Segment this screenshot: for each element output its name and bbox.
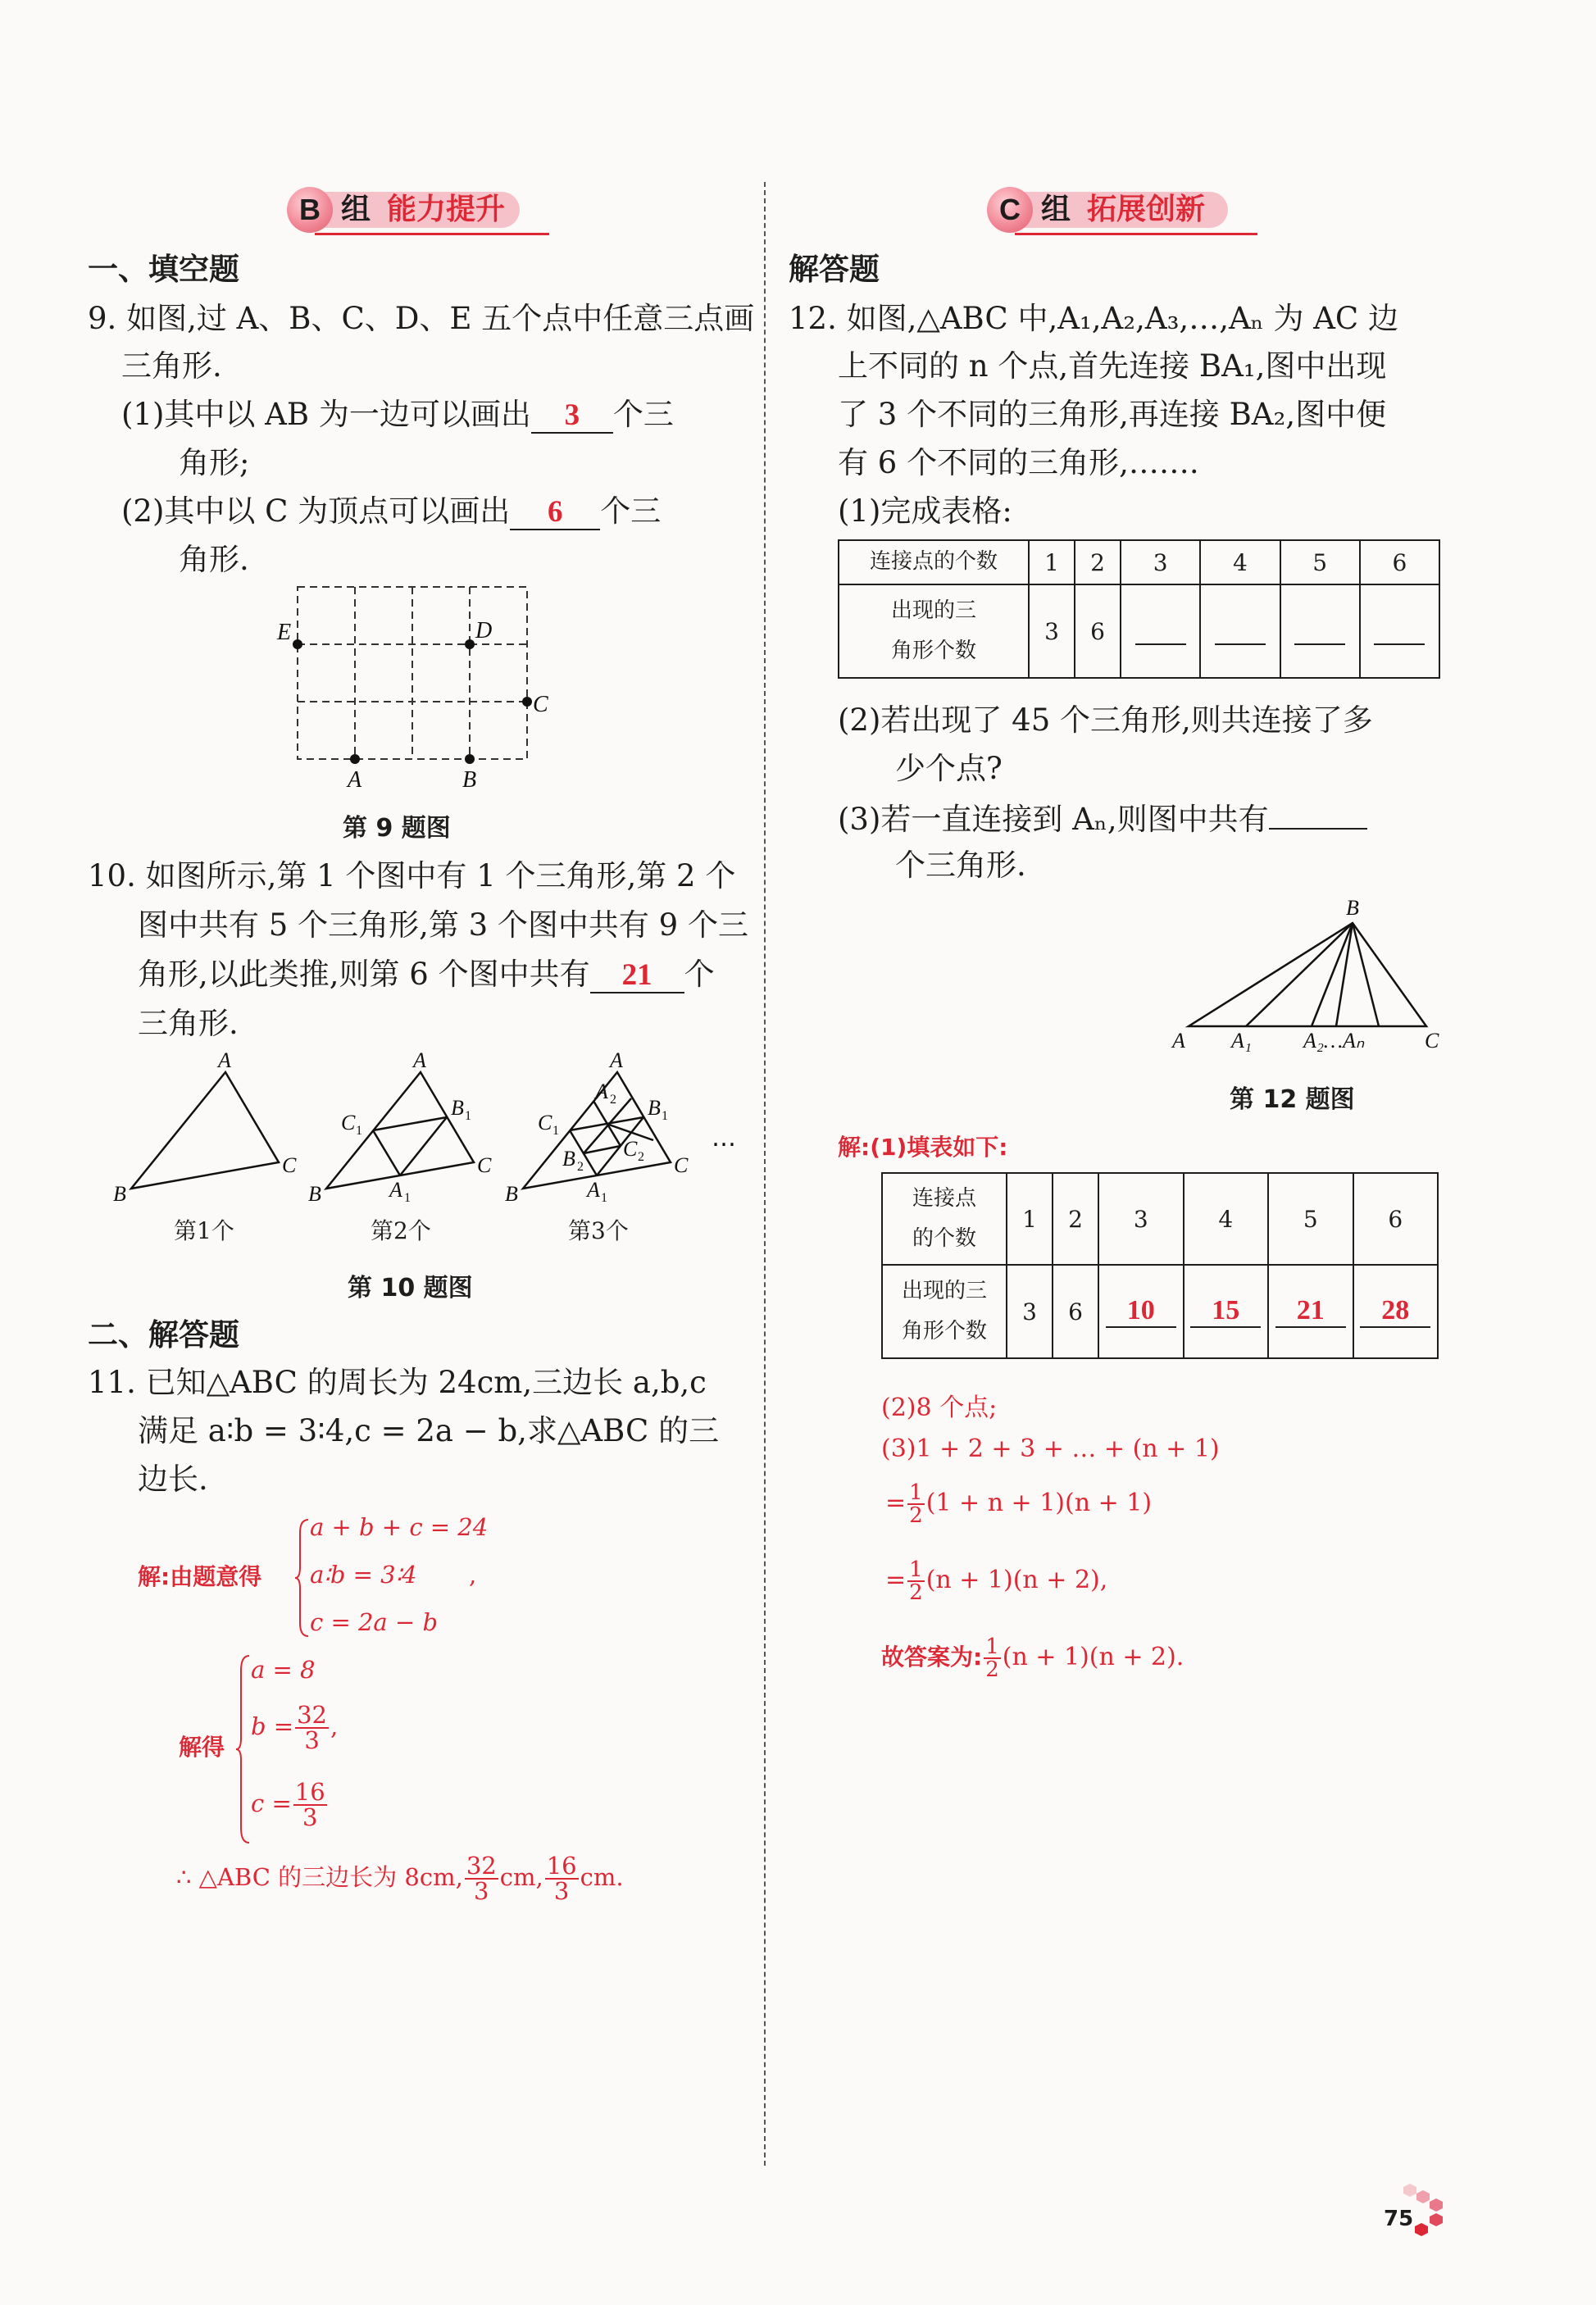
svg-text:C: C bbox=[538, 1111, 552, 1134]
answer-cell: 15 bbox=[1184, 1265, 1269, 1358]
q10-caption: 第 10 题图 bbox=[348, 1274, 473, 1303]
page-number: 75 bbox=[1384, 2207, 1414, 2231]
q9-answer-2: 6 bbox=[510, 497, 600, 530]
answer-cell: 28 bbox=[1353, 1265, 1439, 1358]
answer-cell: 10 bbox=[1098, 1265, 1184, 1358]
q12-sol-3: (3)1 + 2 + 3 + … + (n + 1) bbox=[881, 1434, 1220, 1463]
q11-result-c: c = $\frac{16}{3}$ bbox=[251, 1778, 325, 1831]
svg-text:A₁: A₁ bbox=[1231, 1029, 1252, 1052]
q12-sol-2: (2)8 个点; bbox=[881, 1393, 998, 1422]
q9-part1-line2: 角形; bbox=[179, 445, 250, 480]
q12-part2-line2: 少个点? bbox=[895, 751, 1003, 786]
svg-text:A: A bbox=[1172, 1029, 1185, 1052]
q10-triangles-figure bbox=[107, 1049, 754, 1213]
q12-caption: 第 12 题图 bbox=[1230, 1085, 1355, 1114]
q11-solution-label: 解:由题意得 bbox=[138, 1563, 262, 1590]
point-b bbox=[465, 754, 475, 764]
q11-brace-1 bbox=[295, 1516, 311, 1639]
svg-text:C: C bbox=[1425, 1029, 1439, 1052]
svg-text:C: C bbox=[623, 1137, 638, 1161]
q12-part2-line1: (2)若出现了 45 个三角形,则共连接了多 bbox=[838, 702, 1373, 738]
svg-text:1: 1 bbox=[601, 1191, 607, 1205]
q10-subcaption-2: 第2个 bbox=[371, 1217, 431, 1244]
q12-line4: 有 6 个不同的三角形,……. bbox=[838, 445, 1199, 480]
svg-text:1: 1 bbox=[404, 1191, 411, 1205]
q10-answer: 21 bbox=[590, 960, 684, 993]
q12-line1: 12. 如图,△ABC 中,A₁,A₂,A₃,…,Aₙ 为 AC 边 bbox=[789, 301, 1398, 336]
section-badge: B bbox=[287, 187, 333, 233]
point-d bbox=[465, 639, 475, 649]
blank-cell bbox=[1121, 584, 1200, 678]
section-title: 能力提升 bbox=[387, 193, 506, 226]
q12-line3: 了 3 个不同的三角形,再连接 BA₂,图中便 bbox=[838, 397, 1387, 432]
q12-part3-line2: 个三角形. bbox=[895, 848, 1026, 883]
point-a bbox=[350, 754, 360, 764]
blank-cell bbox=[1360, 584, 1439, 678]
q10-line4: 三角形. bbox=[138, 1006, 239, 1041]
q9-grid-figure bbox=[271, 574, 566, 795]
q12-answer-table: 连接点 的个数 1 2 3 4 5 6 出现的三 角形个数 3 6 10 15 21 28 bbox=[881, 1172, 1439, 1359]
svg-text:B: B bbox=[308, 1182, 321, 1206]
q11-solve-label: 解得 bbox=[179, 1734, 225, 1761]
right-heading: 解答题 bbox=[789, 252, 880, 287]
svg-text:1: 1 bbox=[356, 1124, 362, 1138]
q9-part2: (2)其中以 C 为顶点可以画出 6 个三 bbox=[121, 493, 662, 529]
part1-heading: 一、填空题 bbox=[88, 252, 239, 287]
q9-caption: 第 9 题图 bbox=[343, 814, 451, 843]
svg-text:B: B bbox=[648, 1096, 661, 1120]
svg-text:A: A bbox=[595, 1080, 608, 1103]
q11-line3: 边长. bbox=[138, 1462, 208, 1497]
blank-cell bbox=[1200, 584, 1280, 678]
section-badge: C bbox=[987, 187, 1033, 233]
blank-cell bbox=[1280, 584, 1360, 678]
svg-text:A: A bbox=[413, 1049, 426, 1072]
q10-ellipsis: … bbox=[712, 1124, 736, 1152]
q12-figure bbox=[1164, 885, 1459, 1057]
svg-text:B: B bbox=[113, 1182, 126, 1206]
q9-line2: 三角形. bbox=[121, 348, 222, 384]
q11-line1: 11. 已知△ABC 的周长为 24cm,三边长 a,b,c bbox=[88, 1365, 707, 1400]
q10-subcaption-1: 第1个 bbox=[174, 1217, 234, 1244]
q12-sol-5: = $\frac{1}{2}$ (n + 1)(n + 2), bbox=[885, 1557, 1108, 1605]
q11-result-a: a = 8 bbox=[251, 1656, 316, 1684]
q11-result-b: b = $\frac{32}{3}$ , bbox=[251, 1701, 339, 1754]
q12-part3-line1: (3)若一直连接到 Aₙ,则图中共有 bbox=[838, 802, 1367, 834]
label-a: A bbox=[348, 767, 362, 793]
svg-text:2: 2 bbox=[610, 1093, 616, 1107]
label-c: C bbox=[533, 692, 548, 717]
q12-line2: 上不同的 n 个点,首先连接 BA₁,图中出现 bbox=[838, 348, 1387, 384]
svg-text:C: C bbox=[341, 1111, 356, 1134]
svg-text:B: B bbox=[562, 1147, 575, 1171]
svg-text:A: A bbox=[587, 1178, 600, 1202]
q11-brace-2 bbox=[236, 1653, 252, 1846]
q10-line1: 10. 如图所示,第 1 个图中有 1 个三角形,第 2 个 bbox=[88, 858, 736, 893]
svg-text:C: C bbox=[477, 1153, 492, 1177]
svg-text:A: A bbox=[218, 1049, 231, 1072]
q9-answer-1: 3 bbox=[531, 400, 613, 434]
part2-heading: 二、解答题 bbox=[88, 1317, 239, 1353]
q11-eq-3: c = 2a − b bbox=[310, 1608, 439, 1636]
svg-text:C: C bbox=[282, 1153, 297, 1177]
q12-solution-label: 解:(1)填表如下: bbox=[838, 1134, 1008, 1161]
q10-line3: 角形,以此类推,则第 6 个图中共有 21 个 bbox=[138, 957, 715, 992]
label-e: E bbox=[277, 620, 292, 645]
section-b-header: B 组 能力提升 bbox=[287, 187, 549, 233]
q12-part1: (1)完成表格: bbox=[838, 493, 1012, 529]
q12-sol-6: 故答案为: $\frac{1}{2}$ (n + 1)(n + 2). bbox=[881, 1634, 1184, 1682]
svg-text:A: A bbox=[389, 1178, 402, 1202]
q12-table: 连接点的个数 1 2 3 4 5 6 出现的三 角形个数 3 6 bbox=[838, 539, 1440, 679]
label-b: B bbox=[462, 767, 477, 793]
svg-text:B: B bbox=[451, 1096, 464, 1120]
q10-subcaption-3: 第3个 bbox=[568, 1217, 629, 1244]
svg-text:2: 2 bbox=[638, 1150, 644, 1164]
q9-part1: (1)其中以 AB 为一边可以画出 3 个三 bbox=[121, 397, 674, 432]
section-title: 拓展创新 bbox=[1087, 193, 1206, 226]
svg-text:2: 2 bbox=[577, 1160, 584, 1174]
point-e bbox=[293, 639, 302, 649]
q11-eq-2: a∶b = 3∶4 bbox=[310, 1561, 417, 1589]
label-d: D bbox=[475, 618, 493, 643]
q11-conclusion: ∴ △ABC 的三边长为 8cm, $\frac{32}{3}$ cm, $\frac{16}{3}$ cm. bbox=[176, 1852, 624, 1905]
q12-sol-4: = $\frac{1}{2}$ (1 + n + 1)(n + 1) bbox=[885, 1480, 1153, 1528]
point-c bbox=[522, 697, 532, 707]
q9-part2-line2: 角形. bbox=[179, 542, 249, 577]
svg-text:C: C bbox=[674, 1153, 689, 1177]
svg-text:A₂…Aₙ: A₂…Aₙ bbox=[1303, 1029, 1365, 1052]
column-divider bbox=[764, 182, 766, 2166]
svg-text:1: 1 bbox=[465, 1109, 471, 1123]
answer-cell: 21 bbox=[1268, 1265, 1353, 1358]
q11-eq-1: a + b + c = 24 bbox=[310, 1513, 489, 1541]
svg-text:B: B bbox=[505, 1182, 518, 1206]
svg-text:1: 1 bbox=[552, 1124, 559, 1138]
q10-line2: 图中共有 5 个三角形,第 3 个图中共有 9 个三 bbox=[138, 907, 748, 943]
q9-line1: 9. 如图,过 A、B、C、D、E 五个点中任意三点画 bbox=[88, 301, 755, 336]
section-c-header: C 组 拓展创新 bbox=[987, 187, 1257, 233]
svg-text:1: 1 bbox=[662, 1109, 668, 1123]
q11-line2: 满足 a∶b = 3∶4,c = 2a − b,求△ABC 的三 bbox=[138, 1413, 720, 1448]
svg-text:A: A bbox=[610, 1049, 623, 1072]
svg-text:B: B bbox=[1346, 896, 1359, 920]
